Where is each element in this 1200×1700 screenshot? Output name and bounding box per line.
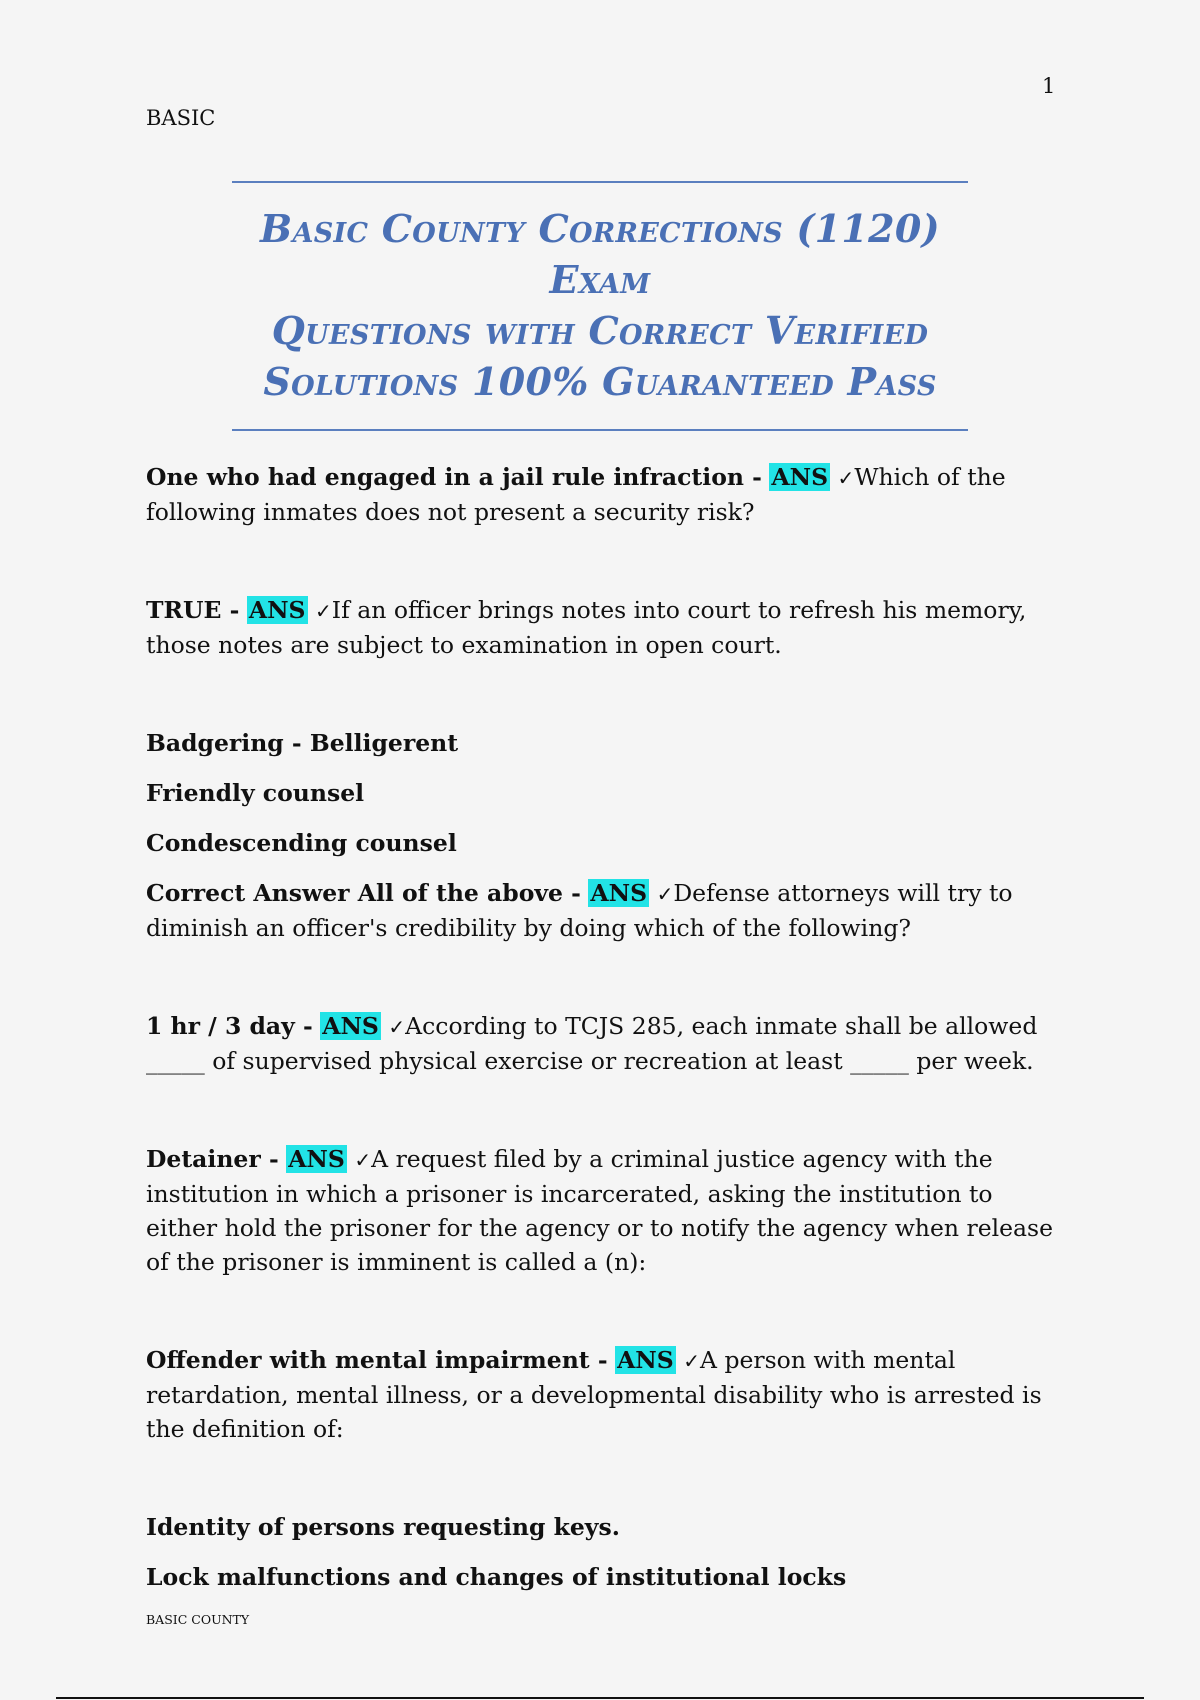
bottom-divider xyxy=(56,1697,1144,1699)
running-header: BASIC xyxy=(146,106,216,130)
ans-tag: ANS xyxy=(771,463,829,491)
qa-item xyxy=(146,1142,1056,1279)
title-line: Basic County Corrections (1120) Exam xyxy=(260,206,940,302)
answer-text: Detainer - xyxy=(146,1145,279,1173)
running-footer: BASIC COUNTY xyxy=(146,1612,250,1627)
title-line: Questions with Correct Verified xyxy=(271,308,929,353)
qa-item xyxy=(146,460,1056,529)
qa-item xyxy=(146,876,1056,945)
checkmark-icon: ✓ xyxy=(354,1148,372,1172)
answer-text: 1 hr / 3 day - xyxy=(146,1012,313,1040)
page-number: 1 xyxy=(1042,74,1056,98)
ans-tag: ANS xyxy=(288,1145,345,1173)
document-title xyxy=(232,181,968,431)
checkmark-icon: ✓ xyxy=(656,882,674,906)
ans-tag: ANS xyxy=(322,1012,379,1040)
question-text: A person with mental retardation, mental illness, or a developmental disability who is arrested is the definition of: xyxy=(146,1346,1042,1443)
answer-text: One who had engaged in a jail rule infraction - xyxy=(146,463,762,491)
ans-tag: ANS xyxy=(248,596,306,624)
qa-item xyxy=(146,593,1056,662)
answer-text: Offender with mental impairment - xyxy=(146,1346,608,1374)
question-text: A request filed by a criminal justice agency with the institution in which a prisoner is incarcerated, asking the institution to either hold the prisoner for the agency or to notify the agency when release of the prisoner is imminent is called a (n): xyxy=(146,1145,1053,1276)
question-text: According to TCJS 285, each inmate shall be allowed _____ of supervised physical exercise or recreation at least _____ per week. xyxy=(146,1012,1038,1075)
option-line: Lock malfunctions and changes of institutional locks xyxy=(146,1563,847,1591)
answer-text: Correct Answer All of the above - xyxy=(146,879,581,907)
option-line: Identity of persons requesting keys. xyxy=(146,1513,620,1541)
checkmark-icon: ✓ xyxy=(388,1015,406,1039)
question-text: If an officer brings notes into court to refresh his memory, those notes are subject to examination in open court. xyxy=(146,596,1027,659)
question-text: Defense attorneys will try to diminish an officer's credibility by doing which of the following? xyxy=(146,879,1013,942)
option-line: Friendly counsel xyxy=(146,779,365,807)
qa-item xyxy=(146,1009,1056,1078)
checkmark-icon: ✓ xyxy=(683,1349,700,1373)
option-line: Condescending counsel xyxy=(146,829,457,857)
answer-text: TRUE - xyxy=(146,596,240,624)
title-line: Solutions 100% Guaranteed Pass xyxy=(263,359,937,404)
checkmark-icon: ✓ xyxy=(315,599,332,623)
qa-content xyxy=(146,460,1056,1610)
option-line: Badgering - Belligerent xyxy=(146,729,459,757)
question-text: Which of the following inmates does not present a security risk? xyxy=(146,463,1006,526)
ans-tag: ANS xyxy=(590,879,648,907)
ans-tag: ANS xyxy=(617,1346,674,1374)
qa-item xyxy=(146,1343,1056,1446)
checkmark-icon: ✓ xyxy=(837,466,855,490)
